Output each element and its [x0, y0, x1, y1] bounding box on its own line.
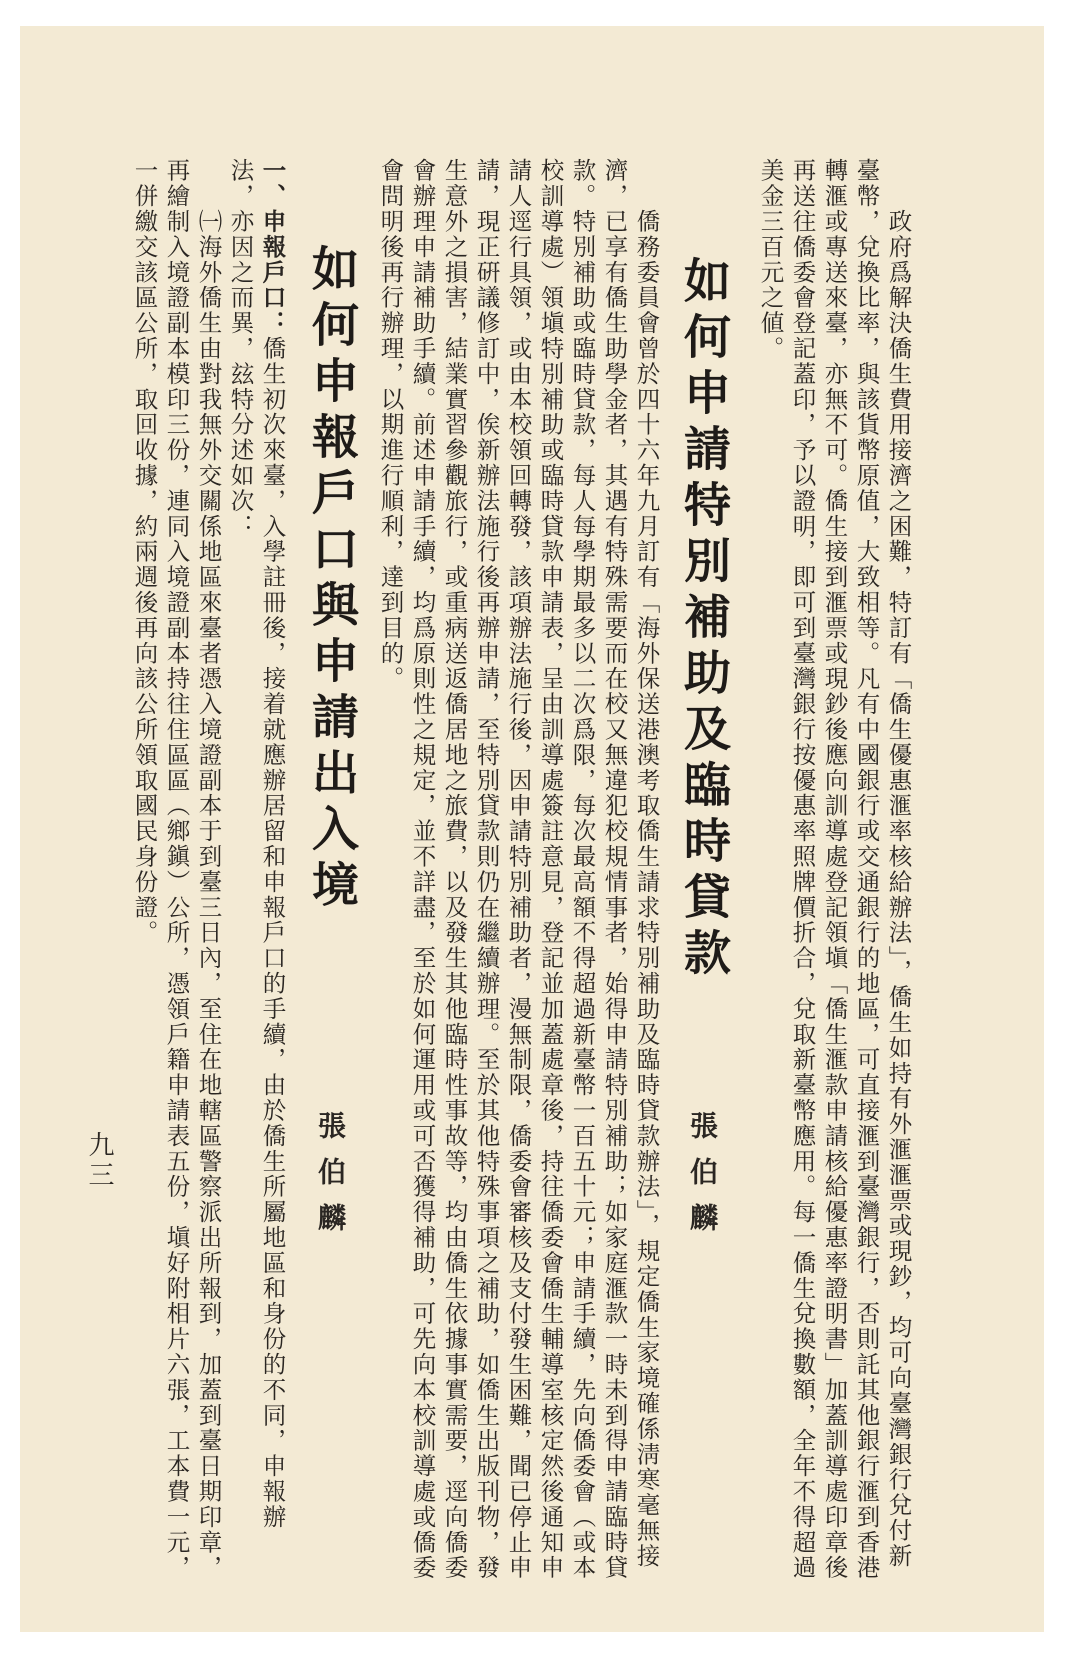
article2-line: 生意外之損害，結業實習參觀旅行，或重病送返僑居地之旅費，以及發生其他臨時性事故等，均由僑生依據事實需要，逕向僑委 — [440, 158, 469, 1581]
section-text: 僑生初次來臺，入學註冊後，接着就應辦居留和申報戶口的手續，由於僑生所屬地區和身份的不同，申報辦 — [258, 335, 287, 1530]
article2-line: 會辦理申請補助手續。前述申請手續，均爲原則性之規定，並不詳盡，至於如何運用或可否獲得補助，可先向本校訓導處或僑委 — [408, 158, 437, 1581]
article1-line: 再送往僑委會登記蓋印，予以證明，即可到臺灣銀行按優惠率照牌價折合，兌取新臺幣應用。每一僑生兌換數額，全年不得超過 — [788, 158, 817, 1581]
article3-line: 法，亦因之而異，玆特分述如次： — [226, 158, 255, 539]
article1-line: 臺幣，兌換比率，與該貨幣原值，大致相等。凡有中國銀行或交通銀行的地區，可直接滙到臺灣銀行，否則託其他銀行滙到香港 — [852, 158, 881, 1581]
section-heading: 一、申報戶口： — [258, 158, 287, 336]
page-number: 九三 — [84, 1131, 114, 1191]
article2-line: 會問明後再行辦理，以期進行順利，達到目的。 — [376, 158, 405, 692]
article3-author: 張伯麟 — [314, 1111, 347, 1249]
article2-line: 請人逕行具領，或由本校領回轉發，該項辦法施行後，因申請特別補助者，漫無制限，僑委會審核及支付發生困難，聞已停止申 — [504, 158, 533, 1581]
article1-line: 轉滙或專送來臺，亦無不可。僑生接到滙票或現鈔後應向訓導處登記領塡「僑生滙款申請核給優惠率證明書」加蓋訓導處印章後 — [820, 158, 849, 1581]
document-page — [20, 26, 1044, 1632]
article2-line: 請，現正硏議修訂中，俟新辦法施行後再辦申請，至特別貸款則仍在繼續辦理。至於其他特殊事項之補助，如僑生出版刊物，發 — [472, 158, 501, 1581]
article2-title: 如何申請特別補助及臨時貸款 — [676, 256, 731, 984]
article1-line: 美金三百元之値。 — [756, 158, 785, 362]
article3-title: 如何申報戶口與申請出入境 — [304, 244, 359, 916]
article2-author: 張伯麟 — [686, 1111, 719, 1249]
article1-line: 政府爲解決僑生費用接濟之困難，特訂有「僑生優惠滙率核給辦法」，僑生如持有外滙滙票或現鈔，均可向臺灣銀行兌付新 — [884, 158, 913, 1569]
article2-line: 校訓導處）領塡特別補助或臨時貸款申請表，呈由訓導處簽註意見，登記並加蓋處章後，持往僑委會僑生輔導室核定然後通知申 — [536, 158, 565, 1581]
article2-line: 濟，已享有僑生助學金者，其遇有特殊需要而在校又無違犯校規情事者，始得申請特別補助；如家庭滙款一時未到得申請臨時貸 — [600, 158, 629, 1581]
article2-line: 僑務委員會曾於四十六年九月訂有「海外保送港澳考取僑生請求特別補助及臨時貸款辦法」，規定僑生家境確係淸寒毫無接 — [632, 158, 661, 1569]
article2-line: 款。特別補助或臨時貸款，每人每學期最多以二次爲限，每次最高額不得超過新臺幣一百五十元；申請手續，先向僑委會（或本 — [568, 158, 597, 1581]
article3-line: ㈠海外僑生由對我無外交關係地區來臺者憑入境證副本于到臺三日內，至住在地轄區警察派出所報到，加蓋到臺日期印章， — [194, 158, 223, 1581]
article3-line: 再繪制入境證副本模印三份，連同入境證副本持往住區區（鄉鎭）公所，憑領戶籍申請表五份，塡好附相片六張，工本費一元， — [162, 158, 191, 1581]
article3-line: 一併繳交該區公所，取回收據，約兩週後再向該公所領取國民身份證。 — [130, 158, 159, 946]
article3-first-line — [258, 158, 287, 1530]
